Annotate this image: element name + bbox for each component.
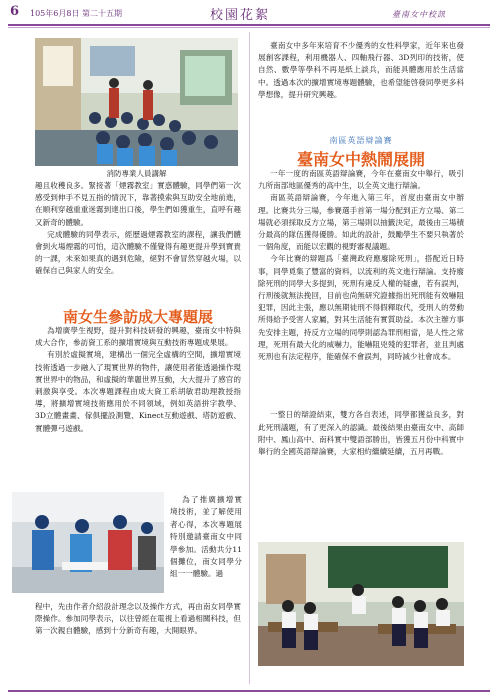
article3-text: [258, 168, 464, 458]
paragraph: 為了推廣擴增實境技術，並了解使用者心得，本次專題展特別邀請臺南女中同學參加。活動共分11個攤位，南女同學分組一一體驗。過: [170, 495, 242, 579]
photo-caption: 消防專業人員講解: [106, 169, 167, 178]
paragraph: 一整日的辯證結束，雙方各自表述，同學都獲益良多，對此死刑議題，有了更深入的認識。最後結果由臺南女中、高師附中、鳳山高中、南科實中雙語部勝出，皆獲五月份中科實中舉行的全國英語辯論賽，大家相約繼續延續，五月再戰。: [258, 410, 464, 457]
page-number: 6: [10, 4, 20, 19]
paragraph: 臺南女中多年來培育不少優秀的女性科學家，近年來也發展創客課程，利用機器人、四軸飛行器、3D列印的技術，使自然、數學等學科不再是紙上談兵，而能具體應用於生活當中。透過本次的擴增實境專題體驗，也希望能啓發同學更多科學想像，提升研究興趣。: [258, 41, 464, 99]
paragraph: 完成體驗的同學表示，經歷過煙霧教室的課程，讓我們體會到火場煙霧的可怕，這次體驗不僅覺得有趣更提升學到寶貴的一課，未來如果真的遇到危險，絕對不會冒然穿越火場，以確保自己與家人的安全。: [35, 229, 241, 276]
paragraph: 趣且收穫良多。緊接著「煙霧教室」實惑體驗，同學們第一次感受到伸手不見五指的情況下，靠著摸索與互助安全地前進，在順利穿越重重迷霧到達出口後，學生們如獲重生，直呼有趣又新奇的體驗。: [35, 181, 241, 227]
article3-headline: 臺南女中熱鬧展開: [296, 150, 425, 169]
header-rule-thin: [8, 27, 490, 28]
paragraph: 一年一度的南區英語辯論賽，今年在臺南女中舉行，吸引九所南部地區優秀的高中生，以全英文進行辯論。: [258, 169, 464, 191]
article2-text: [35, 325, 241, 435]
header-rule: [8, 24, 490, 26]
issue-date: 105年6月8日 第二十五期: [30, 9, 122, 18]
debate-photo: [258, 542, 464, 666]
article2-headline: 南女生參訪成大專題展: [62, 308, 213, 326]
paragraph: 有別於虛擬實境，建構出一個完全虛構的空間，擴增實境技術透過一步融入了現實世界的物件，讓使用者能透過操作現實世界中的物品，和虛擬的華麗世界互動，大大提升了感官的刺激與享受。本次專題課程由成大資工系胡敏君助理教授指導，將擴增實境技術應用於不同領域，例如英語拼字教學、3D立體畫畫、傢俱擺設測覽、Kinect互動遊戲、塔防遊戲、實體彈弓遊戲。: [35, 350, 241, 433]
article2-side-text: [170, 494, 242, 581]
paragraph: 今年比賽的辯題爲「臺灣政府應廢除死刑」，搭配近日時事，同學覓集了豐富的資料，以流利的英文進行辯論。支持廢除死刑的同學大多提到，死刑有違反人權的疑慮，若有誤判，行刑後就無法挽回，目前也尚無研究證據指出死刑能有效嚇阻犯罪，因此主張，應以無期徒刑不得假釋取代，受刑人的勞動所得給予受害人家屬，對其生活能有實質助益。本次主辦方事先安排主題，持反方立場的同學則認為罪刑相當，是人性之常理，死刑有最大化的威嚇力，能嚇阻兇殘的犯罪者，並且判處死刑也有法定程序，能確保不會誤判，同時減少社會成本。: [258, 254, 464, 362]
newsletter-name: 臺南女中校訊: [392, 10, 446, 19]
footer-rule: [8, 690, 490, 692]
article3-subhead: 南區英語辯論賽: [329, 136, 393, 145]
fire-safety-photo: [35, 38, 238, 166]
ar-exhibition-photo: [12, 492, 164, 593]
paragraph: 程中，先由作者介紹設計理念以及操作方式，再由南女同學實際操作。參加同學表示，以往曾經在電視上看過相關科技，但第一次親自體驗，感到十分新奇有趣，大開眼界。: [35, 602, 241, 636]
article1-left-text: [35, 180, 241, 278]
paragraph: 南區英語辯論賽，今年進入第三年，首度由臺南女中辦理。比賽共分三場，參賽選手首第一場分配到正方立場、第二場就必須採取反方立場，第三場則以抽籤決定，最後由三場積分最高的隊伍獲得優勝。如此的設計，鼓勵學生不要只執著於一個角度，而能以宏觀的視野審視議題。: [258, 193, 464, 252]
paragraph: 為增廣學生視野，提升對科技研發的興趣，臺南女中特與成大合作，參訪資工系的擴增實境與互動技術專題成果展。: [35, 326, 241, 348]
article1-right-text: [258, 40, 464, 101]
section-title: 校園花絮: [210, 8, 271, 23]
article2-tail-text: [35, 601, 241, 638]
column-divider: [249, 32, 250, 684]
